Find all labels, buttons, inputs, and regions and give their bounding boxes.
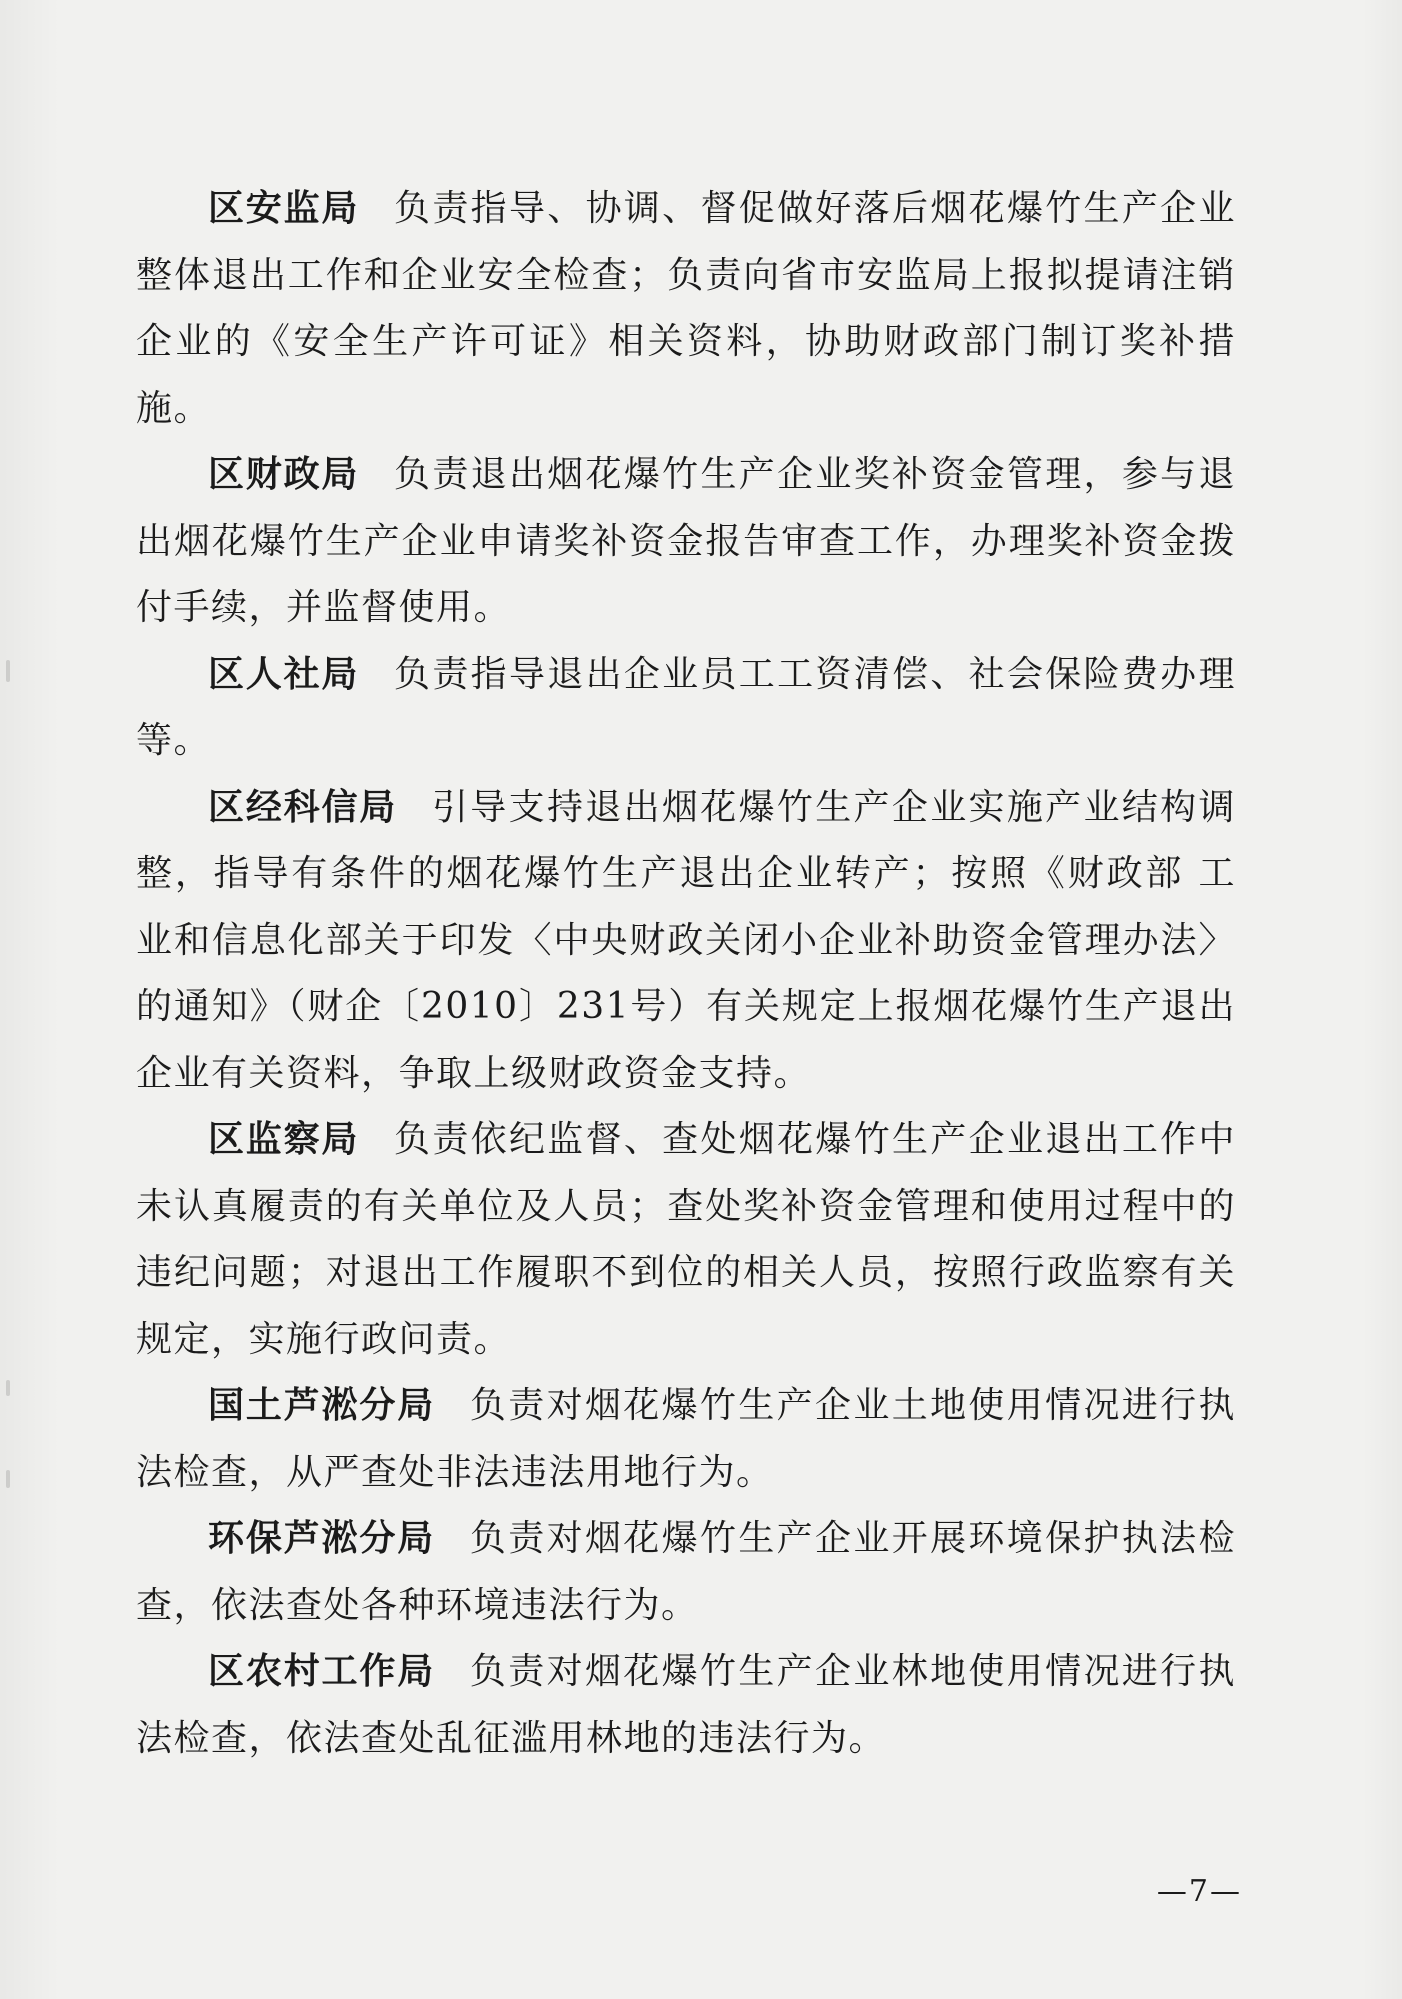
scan-edge-mark <box>6 1470 10 1488</box>
page-number: —7— <box>1156 1874 1242 1909</box>
paragraph-jing-ke-xin <box>136 775 1236 1108</box>
agency-name: 区监察局 <box>208 1119 360 1160</box>
document-body <box>136 176 1236 1772</box>
agency-duty: 引导支持退出烟花爆竹生产企业实施产业结构调整，指导有条件的烟花爆竹生产退出企业转产；按照《财政部 工业和信息化部关于印发〈中央财政关闭小企业补助资金管理办法〉的通知》（财企〔2010〕231号）有关规定上报烟花爆竹生产退出企业有关资料，争取上级财政资金支持。 <box>136 786 1236 1094</box>
agency-name: 区经科信局 <box>208 786 398 828</box>
paragraph-guo-tu <box>136 1373 1236 1506</box>
agency-name: 环保芦淞分局 <box>208 1518 436 1559</box>
agency-duty: 负责指导、协调、督促做好落后烟花爆竹生产企业整体退出工作和企业安全检查；负责向省市安监局上报拟提请注销企业的《安全生产许可证》相关资料，协助财政部门制订奖补措施。 <box>136 188 1236 429</box>
agency-duty: 负责依纪监督、查处烟花爆竹生产企业退出工作中未认真履责的有关单位及人员；查处奖补资金管理和使用过程中的违纪问题；对退出工作履职不到位的相关人员，按照行政监察有关规定，实施行政问责。 <box>136 1119 1236 1360</box>
agency-name: 区安监局 <box>208 188 360 229</box>
agency-name: 区农村工作局 <box>208 1651 436 1692</box>
paragraph-nong-cun <box>136 1639 1236 1772</box>
scan-edge-mark <box>6 1380 10 1396</box>
agency-duty: 负责对烟花爆竹生产企业开展环境保护执法检查，依法查处各种环境违法行为。 <box>136 1518 1236 1626</box>
paragraph-huan-bao <box>136 1506 1236 1639</box>
paragraph-jian-cha <box>136 1107 1236 1373</box>
agency-name: 区财政局 <box>208 454 360 495</box>
agency-duty: 负责指导退出企业员工工资清偿、社会保险费办理等。 <box>136 653 1236 761</box>
scan-edge-mark <box>6 660 10 682</box>
agency-duty: 负责对烟花爆竹生产企业土地使用情况进行执法检查，从严查处非法违法用地行为。 <box>136 1385 1236 1493</box>
paragraph-cai-zheng <box>136 442 1236 642</box>
agency-name: 国土芦淞分局 <box>208 1385 436 1426</box>
paragraph-ren-she <box>136 642 1236 775</box>
agency-duty: 负责对烟花爆竹生产企业林地使用情况进行执法检查，依法查处乱征滥用林地的违法行为。 <box>136 1651 1236 1759</box>
agency-name: 区人社局 <box>208 653 360 695</box>
agency-duty: 负责退出烟花爆竹生产企业奖补资金管理，参与退出烟花爆竹生产企业申请奖补资金报告审查工作，办理奖补资金拨付手续，并监督使用。 <box>136 454 1236 628</box>
paragraph-an-jian <box>136 176 1236 442</box>
